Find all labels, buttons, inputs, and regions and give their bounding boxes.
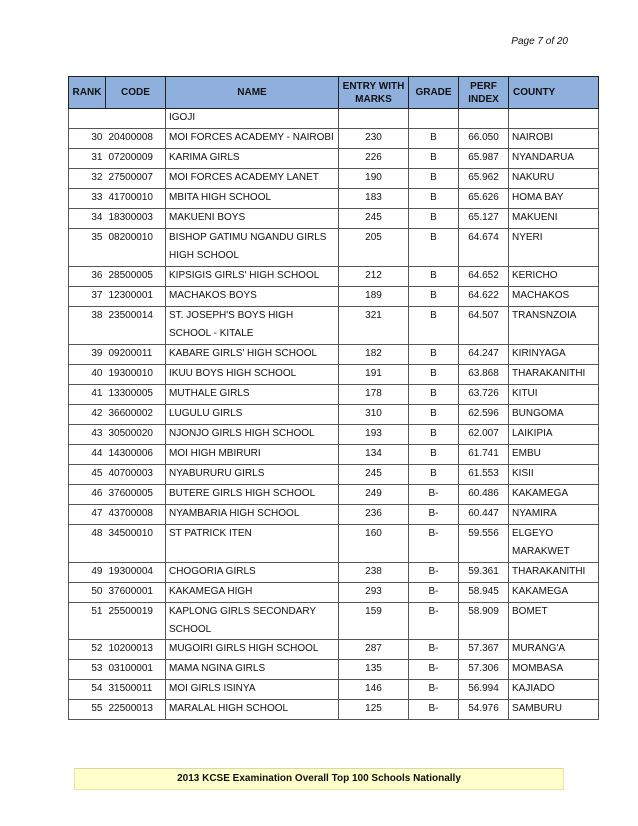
cell-entry: 321 xyxy=(339,307,409,345)
cell-county: EMBU xyxy=(509,445,599,465)
table-row xyxy=(69,660,599,680)
cell-perf: 61.741 xyxy=(459,445,509,465)
cell-code: 25500019 xyxy=(106,603,166,640)
cell-perf: 65.127 xyxy=(459,209,509,229)
cell-rank: 34 xyxy=(69,209,106,229)
cell-county: KAKAMEGA xyxy=(509,583,599,603)
cell-rank: 40 xyxy=(69,365,106,385)
column-header-grade: GRADE xyxy=(409,77,459,109)
cell-entry: 135 xyxy=(339,660,409,680)
cell-name: LUGULU GIRLS xyxy=(166,405,339,425)
cell-code: 27500007 xyxy=(106,169,166,189)
cell-entry: 236 xyxy=(339,505,409,525)
cell-grade: B- xyxy=(409,563,459,583)
cell-rank: 36 xyxy=(69,267,106,287)
cell-county: KAJIADO xyxy=(509,680,599,700)
column-header-code: CODE xyxy=(106,77,166,109)
column-header-perf: PERF INDEX xyxy=(459,77,509,109)
cell-rank: 43 xyxy=(69,425,106,445)
column-header-name: NAME xyxy=(166,77,339,109)
table-row xyxy=(69,583,599,603)
cell-perf: 57.367 xyxy=(459,640,509,660)
cell-grade: B- xyxy=(409,485,459,505)
cell-grade: B xyxy=(409,149,459,169)
cell-perf: 66.050 xyxy=(459,129,509,149)
cell-perf: 61.553 xyxy=(459,465,509,485)
table-row xyxy=(69,425,599,445)
table-row xyxy=(69,169,599,189)
cell-county: ELGEYO MARAKWET xyxy=(509,525,599,563)
cell-county: NYAMIRA xyxy=(509,505,599,525)
cell-county: KERICHO xyxy=(509,267,599,287)
cell-code: 19300010 xyxy=(106,365,166,385)
cell-grade: B- xyxy=(409,680,459,700)
cell-perf: 58.945 xyxy=(459,583,509,603)
cell-name: CHOGORIA GIRLS xyxy=(166,563,339,583)
cell-rank: 33 xyxy=(69,189,106,209)
cell-code: 20400008 xyxy=(106,129,166,149)
cell-grade: B xyxy=(409,287,459,307)
cell-name: NJONJO GIRLS HIGH SCHOOL xyxy=(166,425,339,445)
cell-rank: 51 xyxy=(69,603,106,640)
cell-rank: 38 xyxy=(69,307,106,345)
cell-entry: 182 xyxy=(339,345,409,365)
cell-entry: 226 xyxy=(339,149,409,169)
cell-county: BUNGOMA xyxy=(509,405,599,425)
cell-code: 37600001 xyxy=(106,583,166,603)
header-row xyxy=(69,77,599,109)
cell-name: MOI GIRLS ISINYA xyxy=(166,680,339,700)
cell-code: 03100001 xyxy=(106,660,166,680)
cell-code: 28500005 xyxy=(106,267,166,287)
cell-rank: 30 xyxy=(69,129,106,149)
cell-perf: 63.726 xyxy=(459,385,509,405)
cell-perf: 57.306 xyxy=(459,660,509,680)
cell-perf: 60.486 xyxy=(459,485,509,505)
table-row xyxy=(69,485,599,505)
cell-grade: B xyxy=(409,345,459,365)
cell-county: KAKAMEGA xyxy=(509,485,599,505)
cell-grade: B xyxy=(409,425,459,445)
cell-perf: 62.596 xyxy=(459,405,509,425)
cell-county: NAIROBI xyxy=(509,129,599,149)
cell-name: BISHOP GATIMU NGANDU GIRLS HIGH SCHOOL xyxy=(166,229,339,267)
cell-entry: 178 xyxy=(339,385,409,405)
cell-grade: B xyxy=(409,365,459,385)
cell-rank: 39 xyxy=(69,345,106,365)
cell-rank: 50 xyxy=(69,583,106,603)
cell-rank: 42 xyxy=(69,405,106,425)
cell-name: MARALAL HIGH SCHOOL xyxy=(166,700,339,720)
table-row xyxy=(69,405,599,425)
page-number: Page 7 of 20 xyxy=(511,36,568,47)
cell-county: THARAKANITHI xyxy=(509,365,599,385)
cell-perf: 64.622 xyxy=(459,287,509,307)
cell-code: 09200011 xyxy=(106,345,166,365)
cell-code: 34500010 xyxy=(106,525,166,563)
cell-county: LAIKIPIA xyxy=(509,425,599,445)
cell-name: KARIMA GIRLS xyxy=(166,149,339,169)
cell-grade: B xyxy=(409,385,459,405)
cell-rank: 44 xyxy=(69,445,106,465)
cell-code: 07200009 xyxy=(106,149,166,169)
cell-entry: 238 xyxy=(339,563,409,583)
cell-code: 08200010 xyxy=(106,229,166,267)
cell-rank: 37 xyxy=(69,287,106,307)
table-row xyxy=(69,189,599,209)
cell-county: MOMBASA xyxy=(509,660,599,680)
cell-county: SAMBURU xyxy=(509,700,599,720)
cell-rank: 52 xyxy=(69,640,106,660)
cell-name: NYAMBARIA HIGH SCHOOL xyxy=(166,505,339,525)
cell-code: 19300004 xyxy=(106,563,166,583)
table-row xyxy=(69,365,599,385)
cell-rank: 53 xyxy=(69,660,106,680)
cell-grade: B- xyxy=(409,640,459,660)
cell-perf: 56.994 xyxy=(459,680,509,700)
cell-name: ST. JOSEPH'S BOYS HIGH SCHOOL - KITALE xyxy=(166,307,339,345)
cell-entry: 293 xyxy=(339,583,409,603)
cell-rank: 31 xyxy=(69,149,106,169)
table-row xyxy=(69,287,599,307)
column-header-county: COUNTY xyxy=(509,77,599,109)
table-row xyxy=(69,505,599,525)
table-row xyxy=(69,465,599,485)
cell-grade: B xyxy=(409,405,459,425)
cell-code: 12300001 xyxy=(106,287,166,307)
continued-name: IGOJI xyxy=(166,109,339,129)
table-row xyxy=(69,563,599,583)
cell-perf: 65.987 xyxy=(459,149,509,169)
cell-county: TRANSNZOIA xyxy=(509,307,599,345)
table-row xyxy=(69,525,599,563)
cell-grade: B xyxy=(409,229,459,267)
table-row xyxy=(69,209,599,229)
cell-code: 18300003 xyxy=(106,209,166,229)
cell-perf: 65.962 xyxy=(459,169,509,189)
cell-rank: 41 xyxy=(69,385,106,405)
table-row xyxy=(69,640,599,660)
cell-code: 36600002 xyxy=(106,405,166,425)
cell-county: NAKURU xyxy=(509,169,599,189)
table-row xyxy=(69,149,599,169)
cell-name: KIPSIGIS GIRLS' HIGH SCHOOL xyxy=(166,267,339,287)
cell-perf: 54.976 xyxy=(459,700,509,720)
cell-grade: B xyxy=(409,445,459,465)
cell-name: MOI FORCES ACADEMY - NAIROBI xyxy=(166,129,339,149)
cell-code: 37600005 xyxy=(106,485,166,505)
cell-perf: 62.007 xyxy=(459,425,509,445)
cell-entry: 160 xyxy=(339,525,409,563)
cell-code: 43700008 xyxy=(106,505,166,525)
cell-code: 40700003 xyxy=(106,465,166,485)
cell-name: KAKAMEGA HIGH xyxy=(166,583,339,603)
cell-county: BOMET xyxy=(509,603,599,640)
cell-code: 31500011 xyxy=(106,680,166,700)
cell-grade: B- xyxy=(409,700,459,720)
cell-code: 41700010 xyxy=(106,189,166,209)
table-row xyxy=(69,129,599,149)
table-row xyxy=(69,385,599,405)
cell-grade: B- xyxy=(409,603,459,640)
cell-county: MAKUENI xyxy=(509,209,599,229)
cell-perf: 58.909 xyxy=(459,603,509,640)
cell-rank: 35 xyxy=(69,229,106,267)
cell-entry: 125 xyxy=(339,700,409,720)
results-table xyxy=(68,76,599,720)
cell-rank: 54 xyxy=(69,680,106,700)
cell-code: 22500013 xyxy=(106,700,166,720)
cell-county: NYERI xyxy=(509,229,599,267)
table-row xyxy=(69,680,599,700)
cell-perf: 59.556 xyxy=(459,525,509,563)
cell-perf: 65.626 xyxy=(459,189,509,209)
cell-grade: B xyxy=(409,209,459,229)
table-row xyxy=(69,445,599,465)
cell-perf: 64.507 xyxy=(459,307,509,345)
cell-name: BUTERE GIRLS HIGH SCHOOL xyxy=(166,485,339,505)
cell-county: HOMA BAY xyxy=(509,189,599,209)
table-row xyxy=(69,229,599,267)
cell-name: ST PATRICK ITEN xyxy=(166,525,339,563)
cell-entry: 193 xyxy=(339,425,409,445)
cell-entry: 245 xyxy=(339,465,409,485)
cell-grade: B xyxy=(409,267,459,287)
cell-name: NYABURURU GIRLS xyxy=(166,465,339,485)
cell-perf: 63.868 xyxy=(459,365,509,385)
cell-grade: B xyxy=(409,307,459,345)
cell-name: MOI HIGH MBIRURI xyxy=(166,445,339,465)
cell-entry: 159 xyxy=(339,603,409,640)
cell-grade: B- xyxy=(409,525,459,563)
cell-county: KIRINYAGA xyxy=(509,345,599,365)
column-header-rank: RANK xyxy=(69,77,106,109)
cell-entry: 183 xyxy=(339,189,409,209)
cell-code: 10200013 xyxy=(106,640,166,660)
cell-county: MACHAKOS xyxy=(509,287,599,307)
cell-perf: 64.674 xyxy=(459,229,509,267)
column-header-entry: ENTRY WITH MARKS xyxy=(339,77,409,109)
cell-entry: 212 xyxy=(339,267,409,287)
cell-name: MAKUENI BOYS xyxy=(166,209,339,229)
cell-entry: 205 xyxy=(339,229,409,267)
cell-perf: 64.247 xyxy=(459,345,509,365)
cell-entry: 191 xyxy=(339,365,409,385)
cell-entry: 287 xyxy=(339,640,409,660)
cell-grade: B- xyxy=(409,505,459,525)
cell-county: THARAKANITHI xyxy=(509,563,599,583)
cell-name: KABARE GIRLS' HIGH SCHOOL xyxy=(166,345,339,365)
cell-name: MBITA HIGH SCHOOL xyxy=(166,189,339,209)
cell-rank: 45 xyxy=(69,465,106,485)
cell-perf: 64.652 xyxy=(459,267,509,287)
cell-grade: B xyxy=(409,129,459,149)
cell-county: MURANG'A xyxy=(509,640,599,660)
cell-rank: 47 xyxy=(69,505,106,525)
continuation-row xyxy=(69,109,599,129)
cell-grade: B xyxy=(409,169,459,189)
cell-perf: 60.447 xyxy=(459,505,509,525)
cell-code: 23500014 xyxy=(106,307,166,345)
cell-rank: 48 xyxy=(69,525,106,563)
cell-entry: 245 xyxy=(339,209,409,229)
cell-rank: 55 xyxy=(69,700,106,720)
cell-entry: 230 xyxy=(339,129,409,149)
cell-entry: 190 xyxy=(339,169,409,189)
cell-grade: B- xyxy=(409,583,459,603)
cell-name: MAMA NGINA GIRLS xyxy=(166,660,339,680)
cell-county: NYANDARUA xyxy=(509,149,599,169)
table-row xyxy=(69,267,599,287)
cell-entry: 310 xyxy=(339,405,409,425)
table-row xyxy=(69,307,599,345)
cell-name: MUGOIRI GIRLS HIGH SCHOOL xyxy=(166,640,339,660)
cell-grade: B- xyxy=(409,660,459,680)
table-row xyxy=(69,700,599,720)
cell-name: MOI FORCES ACADEMY LANET xyxy=(166,169,339,189)
cell-entry: 134 xyxy=(339,445,409,465)
cell-code: 14300006 xyxy=(106,445,166,465)
cell-county: KISII xyxy=(509,465,599,485)
cell-rank: 46 xyxy=(69,485,106,505)
cell-entry: 249 xyxy=(339,485,409,505)
table-row xyxy=(69,345,599,365)
cell-entry: 146 xyxy=(339,680,409,700)
cell-rank: 49 xyxy=(69,563,106,583)
cell-rank: 32 xyxy=(69,169,106,189)
footer-banner: 2013 KCSE Examination Overall Top 100 Schools Nationally xyxy=(74,768,564,790)
cell-perf: 59.361 xyxy=(459,563,509,583)
cell-grade: B xyxy=(409,189,459,209)
table-row xyxy=(69,603,599,640)
cell-name: MUTHALE GIRLS xyxy=(166,385,339,405)
cell-name: KAPLONG GIRLS SECONDARY SCHOOL xyxy=(166,603,339,640)
cell-county: KITUI xyxy=(509,385,599,405)
cell-code: 30500020 xyxy=(106,425,166,445)
cell-name: MACHAKOS BOYS xyxy=(166,287,339,307)
cell-entry: 189 xyxy=(339,287,409,307)
cell-grade: B xyxy=(409,465,459,485)
cell-name: IKUU BOYS HIGH SCHOOL xyxy=(166,365,339,385)
cell-code: 13300005 xyxy=(106,385,166,405)
